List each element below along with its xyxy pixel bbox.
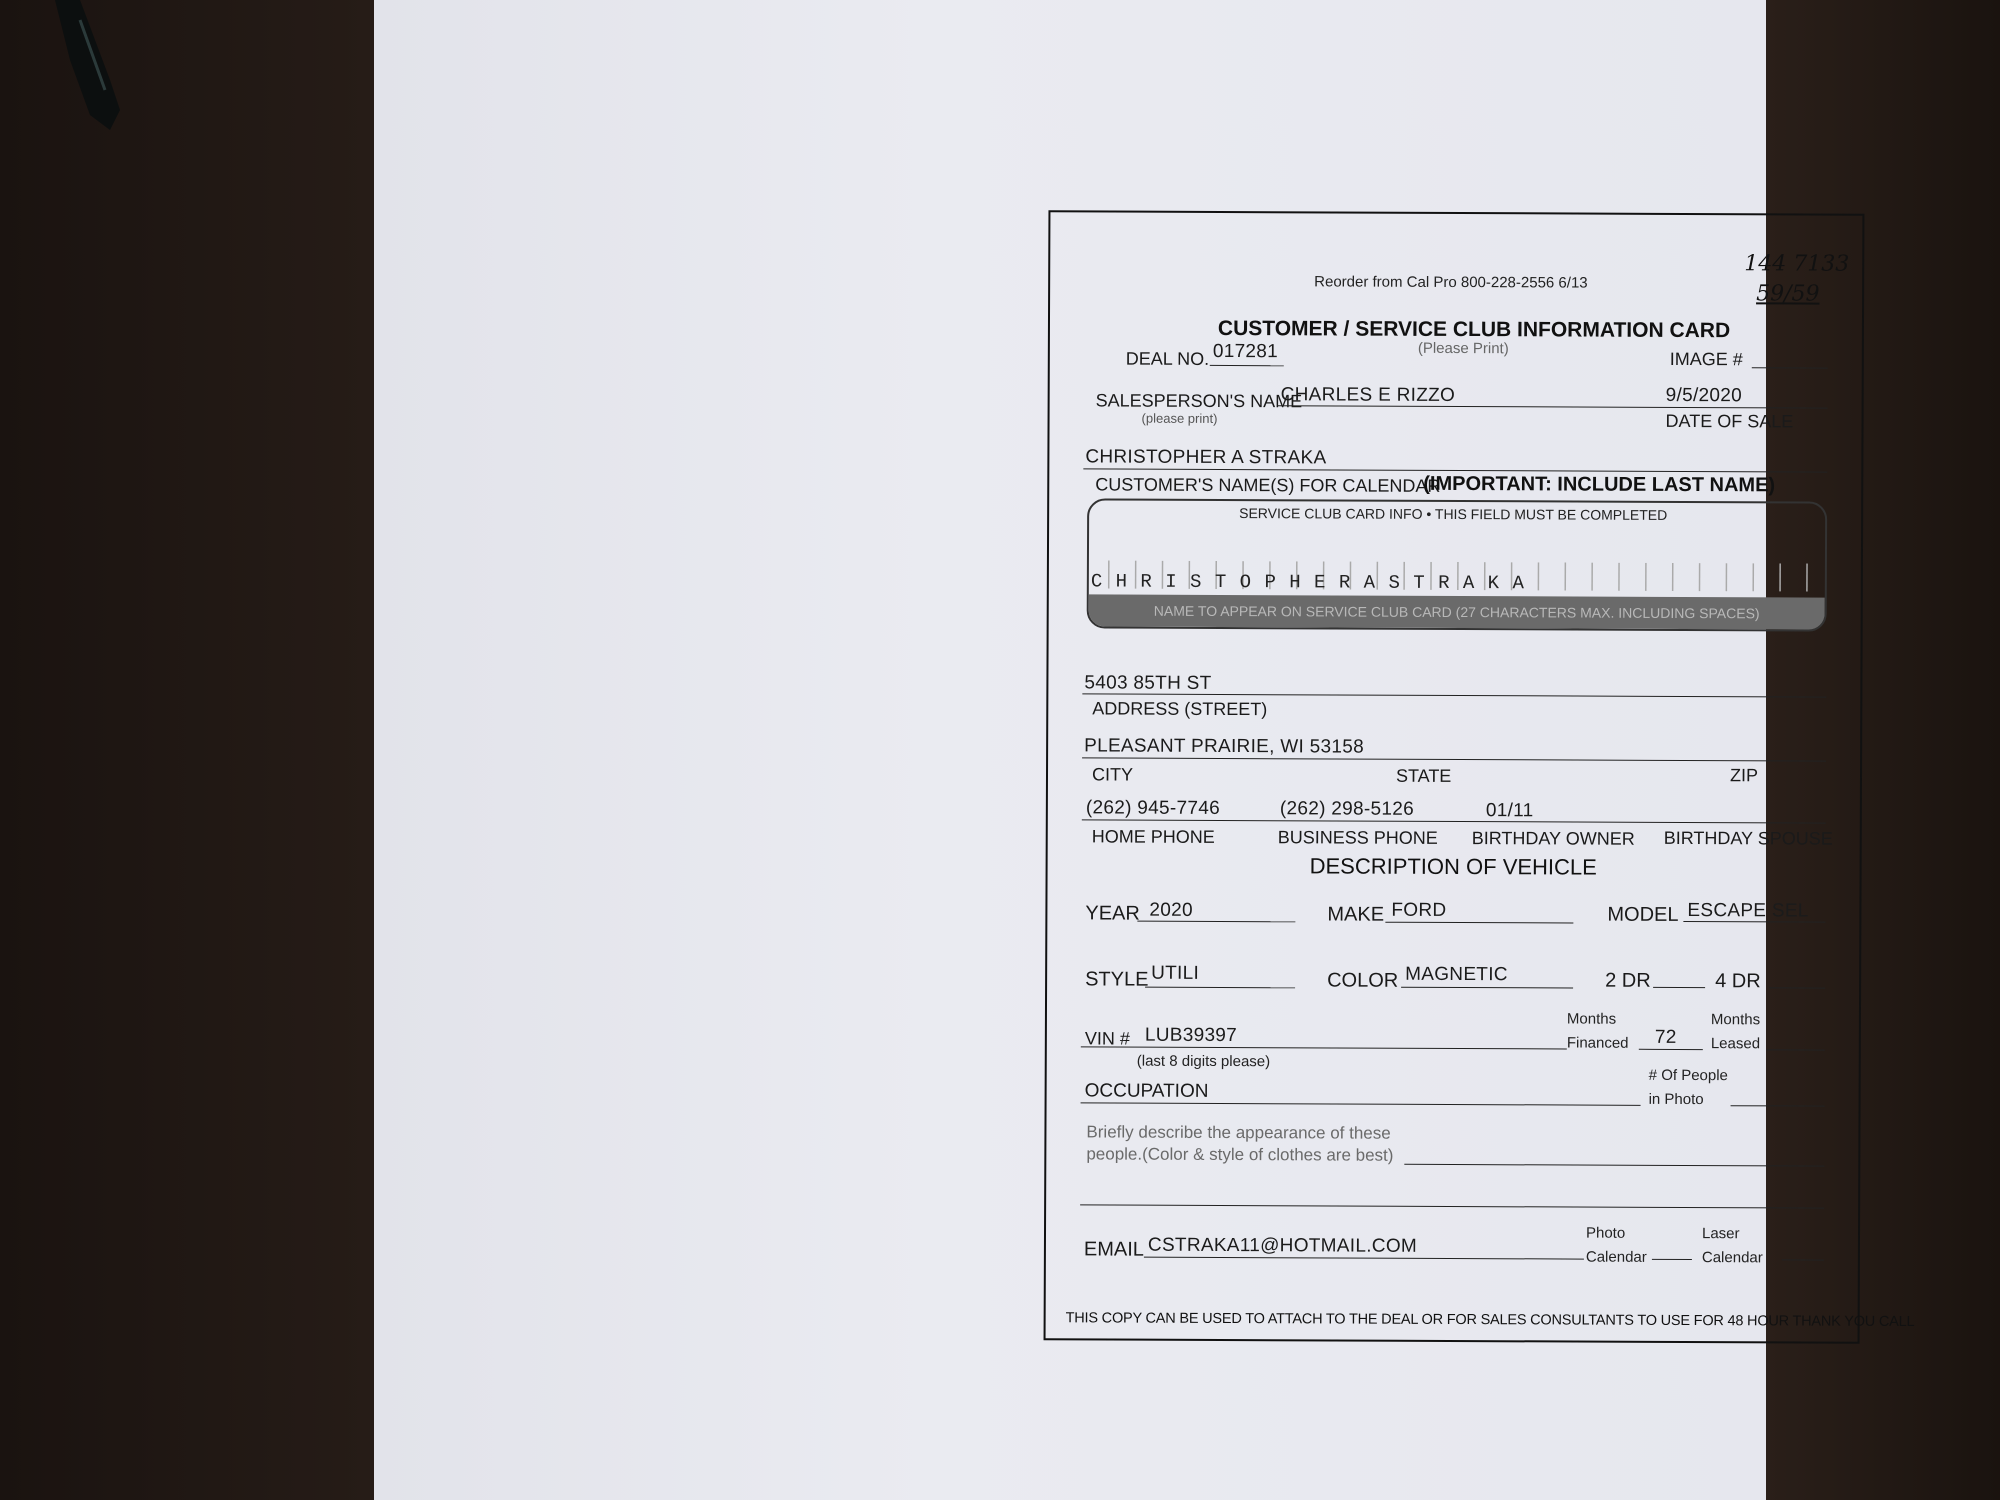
color-label: COLOR <box>1327 969 1399 992</box>
2dr-label: 2 DR <box>1605 969 1651 992</box>
year-label: YEAR <box>1085 902 1140 925</box>
vehicle-heading: DESCRIPTION OF VEHICLE <box>1309 853 1597 880</box>
style-value: UTILI <box>1151 962 1200 984</box>
make-label: MAKE <box>1327 903 1385 926</box>
model-value: ESCAPE SEL <box>1687 900 1809 922</box>
image-no-label: IMAGE # <box>1669 348 1743 370</box>
footer-note: THIS COPY CAN BE USED TO ATTACH TO THE DEAL OR FOR SALES CONSULTANTS TO USE FOR 48 HOUR THANK YOU CALL <box>1065 1310 1915 1331</box>
salesperson-value: CHARLES E RIZZO <box>1280 384 1456 407</box>
4dr-label: 4 DR <box>1715 970 1761 993</box>
customer-name-label: CUSTOMER'S NAME(S) FOR CALENDAR <box>1095 474 1441 496</box>
city-value: PLEASANT PRAIRIE, WI 53158 <box>1084 735 1365 758</box>
birthday-spouse-label: BIRTHDAY SPOUSE <box>1663 827 1833 849</box>
in-photo-label: in Photo <box>1648 1090 1704 1109</box>
people-count-label: # Of People <box>1648 1066 1728 1085</box>
salesperson-label: SALESPERSON'S NAME <box>1095 390 1303 412</box>
birthday-owner-label: BIRTHDAY OWNER <box>1471 828 1635 849</box>
state-label: STATE <box>1395 765 1452 786</box>
city-label: CITY <box>1091 764 1134 785</box>
vin-value: LUB39397 <box>1144 1024 1238 1047</box>
laser-calendar-label-top: Laser <box>1701 1225 1740 1243</box>
deal-no-value: 017281 <box>1212 340 1279 363</box>
please-print-note: (Please Print) <box>1417 339 1509 358</box>
color-value: MAGNETIC <box>1405 963 1508 986</box>
photo-calendar-label: Calendar <box>1585 1248 1647 1266</box>
vin-note: (last 8 digits please) <box>1136 1052 1271 1071</box>
occupation-label: OCCUPATION <box>1084 1080 1209 1102</box>
months-financed-label-top: Months <box>1566 1010 1617 1028</box>
zip-label: ZIP <box>1729 765 1759 786</box>
home-phone-label: HOME PHONE <box>1091 826 1215 847</box>
service-club-band: NAME TO APPEAR ON SERVICE CLUB CARD (27 CHARACTERS MAX. INCLUDING SPACES) <box>1089 594 1825 629</box>
handwritten-number: 144 7133 <box>1744 251 1850 277</box>
customer-important-note: (IMPORTANT: INCLUDE LAST NAME) <box>1423 472 1776 497</box>
customer-name-value: CHRISTOPHER A STRAKA <box>1085 446 1327 469</box>
email-label: EMAIL <box>1083 1238 1145 1261</box>
months-leased-label-top: Months <box>1710 1011 1761 1029</box>
year-value: 2020 <box>1149 899 1193 921</box>
business-phone-label: BUSINESS PHONE <box>1277 827 1438 848</box>
describe-line-1: Briefly describe the appearance of these <box>1086 1122 1391 1143</box>
date-of-sale-label: DATE OF SALE <box>1665 410 1794 432</box>
email-value: CSTRAKA11@HOTMAIL.COM <box>1147 1234 1418 1257</box>
reorder-text: Reorder from Cal Pro 800-228-2556 6/13 <box>1314 273 1588 292</box>
model-label: MODEL <box>1607 903 1679 926</box>
financed-label: Financed <box>1566 1034 1629 1052</box>
paper-sheet <box>374 0 1915 1500</box>
business-phone-value: (262) 298-5126 <box>1279 798 1415 820</box>
vin-label: VIN # <box>1084 1028 1130 1049</box>
photo-calendar-label-top: Photo <box>1585 1224 1626 1242</box>
months-financed-value: 72 <box>1654 1026 1677 1048</box>
make-value: FORD <box>1391 899 1447 921</box>
address-label: ADDRESS (STREET) <box>1092 698 1268 720</box>
leased-label: Leased <box>1710 1035 1761 1053</box>
deal-no-label: DEAL NO. <box>1125 348 1210 369</box>
style-label: STYLE <box>1085 968 1149 991</box>
service-club-box <box>1087 498 1828 631</box>
card-title: CUSTOMER / SERVICE CLUB INFORMATION CARD <box>1217 316 1731 343</box>
pen-icon <box>50 0 130 140</box>
home-phone-value: (262) 945-7746 <box>1085 797 1221 819</box>
address-value: 5403 85TH ST <box>1084 672 1212 694</box>
laser-calendar-label: Calendar <box>1701 1249 1763 1267</box>
desk-background-left <box>0 0 374 1500</box>
info-card <box>1044 210 1915 1344</box>
birthday-owner-value: 01/11 <box>1485 800 1534 822</box>
service-club-name: C H R I S T O P H E R A S T R A K A <box>1090 570 1525 595</box>
describe-line-2: people.(Color & style of clothes are best) <box>1086 1144 1394 1165</box>
date-of-sale-value: 9/5/2020 <box>1665 384 1743 407</box>
salesperson-sub: (please print) <box>1141 410 1218 426</box>
handwritten-fraction: 59/59 <box>1756 281 1820 307</box>
service-club-header: SERVICE CLUB CARD INFO • THIS FIELD MUST BE COMPLETED <box>1239 505 1668 523</box>
